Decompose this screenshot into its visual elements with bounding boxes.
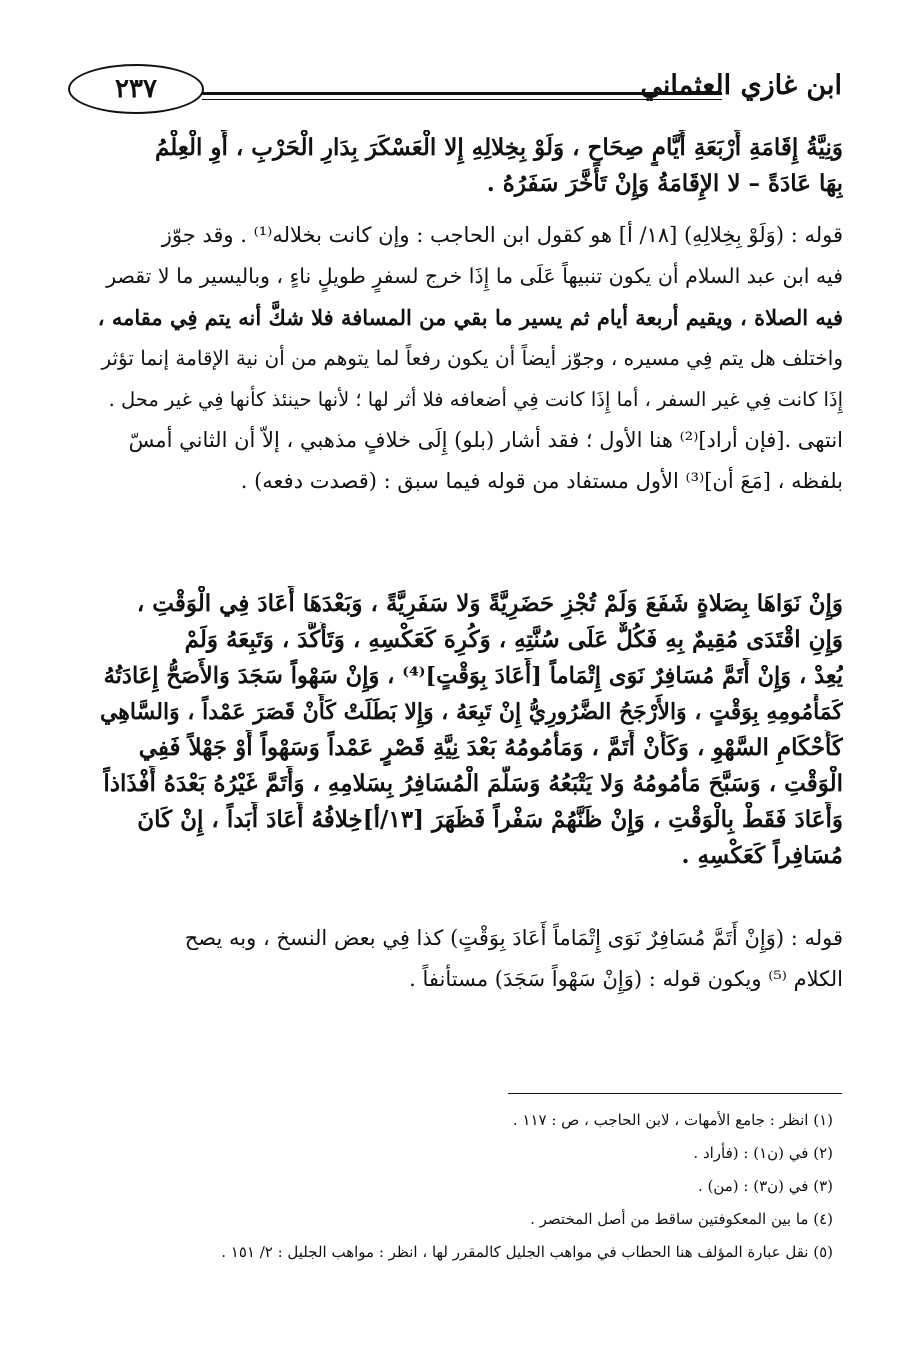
footnote: (١) انظر : جامع الأمهات ، لابن الحاجب ، ص : ١١٧ . [512, 1111, 833, 1129]
matn-block-2 [93, 586, 843, 874]
running-title: ابن غازي العثماني [640, 70, 842, 101]
matn-line: وَإِنْ نَوَاهَا بِصَلاةٍ شَفَعَ وَلَمْ تُجْزِ حَضَرِيَّةً وَلا سَفَرِيَّةً ، وَبَعْدَهَا أَعَادَ فِي الْوَقْتِ ، [136, 590, 843, 617]
commentary-line: واختلف هل يتم فِي مسيره ، وجوّز أيضاً أن يكون رفعاً لما يتوهم من أن نية الإقامة إنما تؤثر [101, 346, 843, 370]
commentary-block-1 [93, 215, 843, 502]
matn-block-1 [93, 130, 843, 202]
matn-line: كَمَأْمُومِهِ بِوَقْتٍ ، وَالأَرْجَحُ الضَّرُورِيُّ إِنْ تَبِعَهُ ، وَإِلا بَطَلَتْ كَأَنْ قَصَرَ عَمْداً ، وَالسَّاهِي [99, 699, 843, 725]
commentary-line: الكلام ⁽⁵⁾ ويكون قوله : (وَإِنْ سَهْواً سَجَدَ) مستأنفاً . [409, 967, 843, 991]
commentary-line: انتهى .[فإن أراد]⁽²⁾ هنا الأول ؛ فقد أشار (بلو) إِلَى خلافٍ مذهبي ، إلاّ أن الثاني أمسّ [128, 428, 843, 452]
footnote: (٥) نقل عبارة المؤلف هنا الحطاب في مواهب الجليل كالمقرر لها ، انظر : مواهب الجليل : ٢/ ١٥١ . [221, 1243, 833, 1261]
matn-line: مُسَافِراً كَعَكْسِهِ . [681, 842, 843, 869]
matn-line: الْوَقْتِ ، وَسَبَّحَ مَأْمُومُهُ وَلا يَتْبَعُهُ وَسَلَّمَ الْمُسَافِرُ بِسَلامِهِ ، وَأَتَمَّ غَيْرُهُ بَعْدَهُ أَفْذَاذاً [103, 770, 843, 797]
page-header [62, 62, 842, 118]
footnote: (٣) في (ن٣) : (من) . [697, 1177, 833, 1195]
matn-line: وَإِنِ اقْتَدَى مُقِيمٌ بِهِ فَكُلٌّ عَلَى سُنَّتِهِ ، وَكُرِهَ كَعَكْسِهِ ، وَتَأَكَّدَ ، وَتَبِعَهُ وَلَمْ [184, 626, 843, 653]
commentary-line: فيه الصلاة ، ويقيم أربعة أيام ثم يسير ما بقي من المسافة فلا شكَّ أنه يتم فِي مقامه ، [97, 305, 843, 330]
footnote: (٤) ما بين المعكوفتين ساقط من أصل المختصر . [530, 1210, 833, 1228]
matn-line: كَأَحْكَامِ السَّهْوِ ، وَكَأَنْ أَتَمَّ ، وَمَأْمُومُهُ بَعْدَ نِيَّةِ قَصْرٍ عَمْداً وَسَهْواً أَوْ جَهْلاً فَفِي [138, 734, 843, 761]
commentary-line: بلفظه ، [مَعَ أن]⁽³⁾ الأول مستفاد من قوله فيما سبق : (قصدت دفعه) . [240, 469, 843, 493]
footnote-separator [508, 1093, 842, 1094]
footnote: (٢) في (ن١) : (فأراد . [693, 1144, 833, 1162]
matn-line: يُعِدْ ، وَإِنْ أَتَمَّ مُسَافِرٌ نَوَى إِتْمَاماً [أَعَادَ بِوَقْتٍ]⁽⁴⁾ ، وَإِنْ سَهْواً سَجَدَ وَالأَصَحُّ إِعَادَتُهُ [103, 663, 843, 689]
page-number: ٢٣٧ [68, 64, 204, 114]
commentary-line: قوله : (وَإِنْ أَتَمَّ مُسَافِرٌ نَوَى إِتْمَاماً أَعَادَ بِوَقْتٍ) كذا فِي بعض النسخ ، وبه يصح [184, 926, 843, 950]
footnotes [93, 1104, 833, 1269]
matn-line: بِهَا عَادَةً – لا الإِقَامَةُ وَإِنْ تَأَخَّرَ سَفَرُهُ . [486, 170, 843, 197]
commentary-line: إِذَا كانت فِي غير السفر ، أما إِذَا كانت فِي أضعافه فلا أثر لها ؛ لأنها حينئذ كأنها فِي غير محل . [108, 388, 843, 411]
commentary-line: فيه ابن عبد السلام أن يكون تنبيهاً عَلَى ما إِذَا خرج لسفرٍ طويلٍ ناءٍ ، وباليسير ما لا تقصر [106, 264, 843, 288]
matn-line: وَأَعَادَ فَقَطْ بِالْوَقْتِ ، وَإِنْ ظَنَّهُمْ سَفْراً فَظَهَرَ [١٣/أ]خِلافُهُ أَعَادَ أَبَداً ، إِنْ كَانَ [137, 806, 843, 833]
commentary-line: قوله : (وَلَوْ بِخِلالِهِ) [١٨/ أ] هو كقول ابن الحاجب : وإن كانت بخلاله⁽¹⁾ . وقد جوّز [161, 223, 843, 247]
commentary-block-2 [93, 918, 843, 1000]
matn-line: وَنِيَّةُ إِقَامَةِ أَرْبَعَةِ أَيَّامٍ صِحَاحٍ ، وَلَوْ بِخِلالِهِ إِلا الْعَسْكَرَ بِدَارِ الْحَرْبِ ، أَوِ الْعِلْمُ [154, 134, 843, 161]
